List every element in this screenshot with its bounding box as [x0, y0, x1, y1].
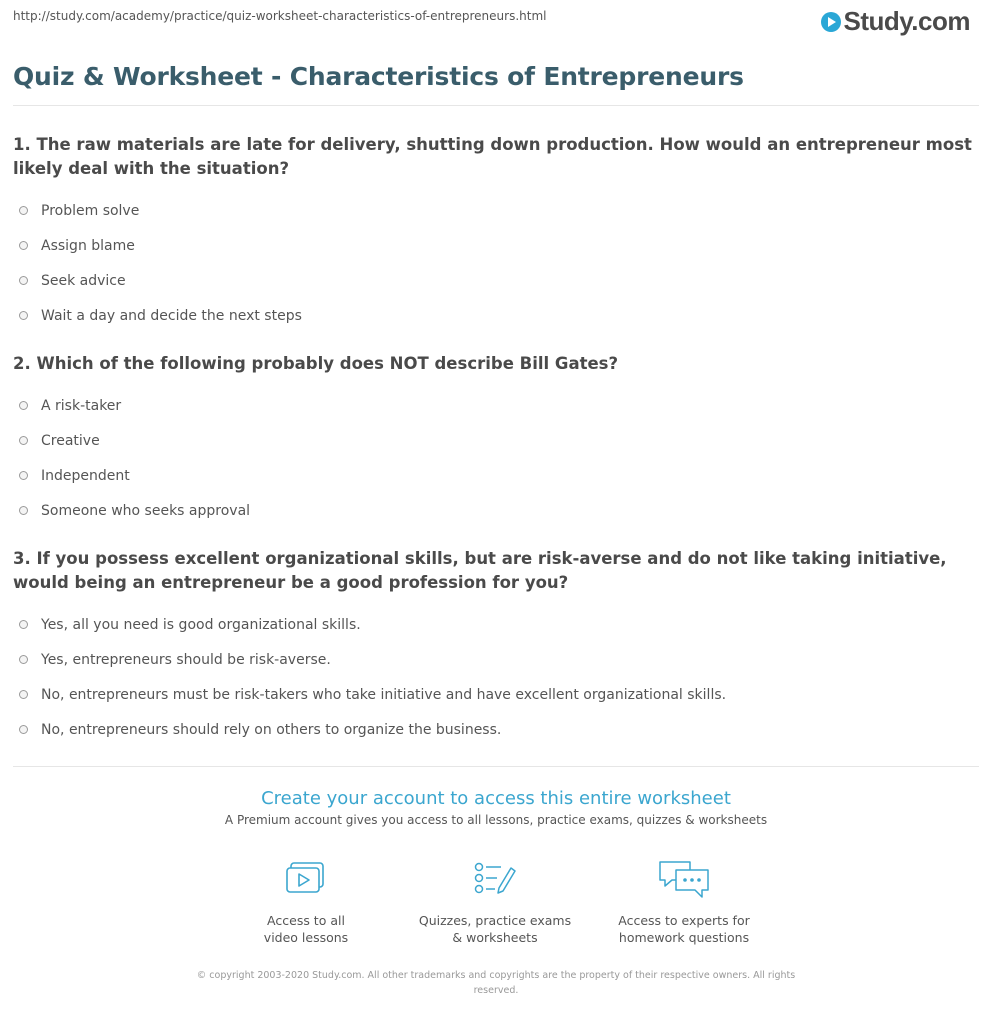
answer-option[interactable] [13, 642, 982, 677]
logo-text: Study.com [843, 6, 970, 36]
cta-title[interactable]: Create your account to access this entire worksheet [261, 788, 731, 809]
radio-icon[interactable] [19, 241, 28, 250]
radio-icon[interactable] [19, 311, 28, 320]
answer-option[interactable] [13, 712, 982, 747]
answer-option[interactable] [13, 458, 982, 493]
answer-label: Yes, all you need is good organizational skills. [41, 616, 361, 633]
question-text: 3. If you possess excellent organizational skills, but are risk-averse and do not like taking initiative, would being an entrepreneur be a good profession for you? [13, 549, 947, 592]
radio-icon[interactable] [19, 506, 28, 515]
answer-option[interactable] [13, 607, 982, 642]
page-title: Quiz & Worksheet - Characteristics of Entrepreneurs [13, 62, 744, 91]
copyright-notice: © copyright 2003-2020 Study.com. All other trademarks and copyrights are the property of their respective owners. All rights reserved. [196, 970, 796, 996]
answer-label: Creative [41, 432, 100, 449]
chat-bubbles-icon [656, 858, 712, 902]
answer-list [13, 193, 982, 333]
radio-icon[interactable] [19, 401, 28, 410]
question-text: 1. The raw materials are late for delivery, shutting down production. How would an entrepreneur most likely deal with the situation? [13, 135, 972, 178]
answer-option[interactable] [13, 677, 982, 712]
radio-icon[interactable] [19, 436, 28, 445]
answer-option[interactable] [13, 263, 982, 298]
cta-subtitle: A Premium account gives you access to all lessons, practice exams, quizzes & worksheets [224, 813, 768, 827]
radio-icon[interactable] [19, 276, 28, 285]
answer-label: Problem solve [41, 202, 140, 219]
divider [13, 766, 979, 767]
answer-label: Independent [41, 467, 130, 484]
answer-list [13, 607, 982, 747]
question-3 [13, 547, 982, 747]
question-1 [13, 133, 982, 333]
radio-icon[interactable] [19, 471, 28, 480]
radio-icon[interactable] [19, 655, 28, 664]
answer-label: Yes, entrepreneurs should be risk-averse. [41, 651, 331, 668]
quiz-checklist-icon [471, 858, 519, 902]
answer-label: A risk-taker [41, 397, 122, 414]
answer-option[interactable] [13, 388, 982, 423]
answer-option[interactable] [13, 423, 982, 458]
feature-quizzes [410, 858, 580, 946]
answer-option[interactable] [13, 298, 982, 333]
feature-experts [599, 858, 769, 946]
answer-label: Seek advice [41, 272, 126, 289]
answer-option[interactable] [13, 493, 982, 528]
answer-option[interactable] [13, 228, 982, 263]
answer-label: Assign blame [41, 237, 135, 254]
page-url: http://study.com/academy/practice/quiz-worksheet-characteristics-of-entrepreneurs.html [13, 9, 547, 23]
answer-label: Someone who seeks approval [41, 502, 251, 519]
radio-icon[interactable] [19, 620, 28, 629]
video-lesson-icon [282, 858, 330, 902]
feature-video-lessons [221, 858, 391, 946]
play-logo-icon [821, 12, 841, 32]
feature-label: Access to experts for homework questions [618, 913, 750, 945]
radio-icon[interactable] [19, 206, 28, 215]
answer-label: No, entrepreneurs must be risk-takers who take initiative and have excellent organizational skills. [41, 686, 727, 703]
answer-label: No, entrepreneurs should rely on others to organize the business. [41, 721, 502, 738]
answer-label: Wait a day and decide the next steps [41, 307, 302, 324]
study-logo[interactable] [821, 6, 970, 37]
radio-icon[interactable] [19, 690, 28, 699]
radio-icon[interactable] [19, 725, 28, 734]
feature-label: Access to all video lessons [263, 913, 349, 945]
question-2 [13, 352, 982, 528]
answer-option[interactable] [13, 193, 982, 228]
feature-label: Quizzes, practice exams & worksheets [418, 913, 572, 945]
divider [13, 105, 979, 106]
answer-list [13, 388, 982, 528]
question-text: 2. Which of the following probably does NOT describe Bill Gates? [13, 354, 619, 373]
